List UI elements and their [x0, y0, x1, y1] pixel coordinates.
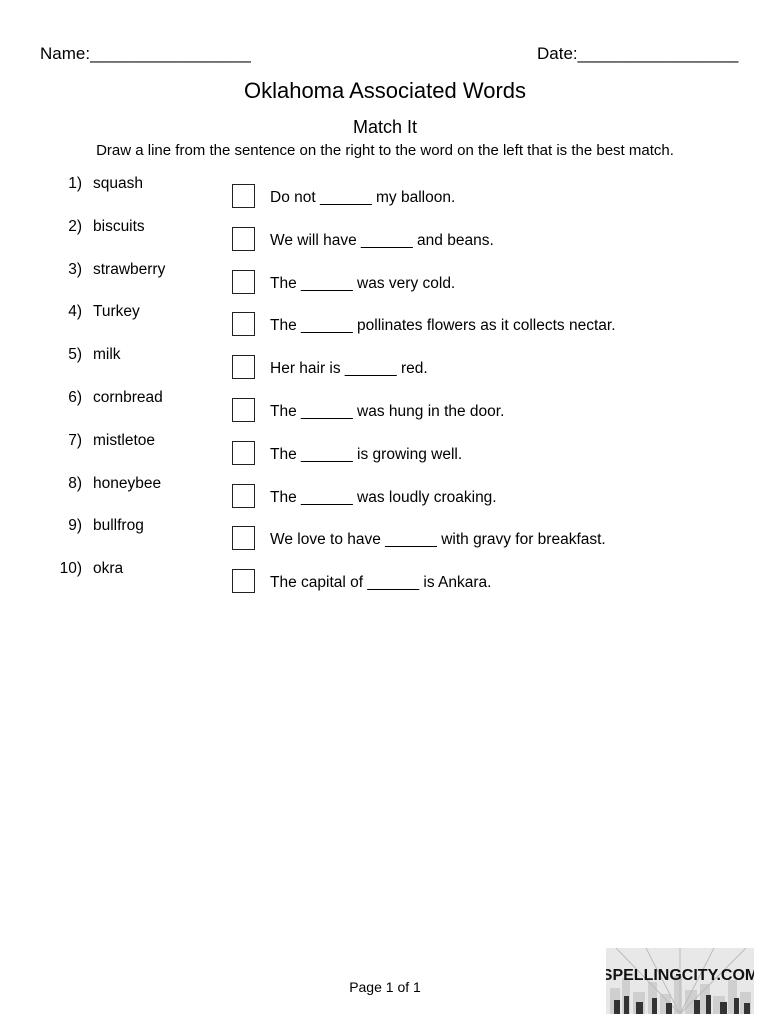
date-field-label: Date:_________________ — [537, 44, 739, 63]
sentence-text: Do not ______ my balloon. — [270, 189, 456, 206]
word-item — [0, 346, 121, 364]
word-label: honeybee — [93, 474, 162, 492]
word-label: cornbread — [93, 389, 163, 406]
answer-box[interactable] — [232, 484, 255, 508]
word-label: squash — [93, 175, 143, 192]
word-number: 9) — [68, 517, 82, 535]
word-label: strawberry — [93, 260, 166, 278]
word-number: 3) — [68, 260, 82, 278]
sentence-text: We love to have ______ with gravy for breakfast. — [270, 531, 606, 549]
answer-box[interactable] — [232, 227, 255, 251]
word-label: okra — [93, 560, 124, 578]
word-item — [0, 303, 140, 321]
sentence-text: We will have ______ and beans. — [270, 231, 494, 249]
sentence-text: The capital of ______ is Ankara. — [270, 574, 492, 592]
worksheet-subtitle: Match It — [352, 117, 418, 137]
word-number: 8) — [68, 474, 82, 492]
word-item — [0, 560, 123, 578]
answer-box[interactable] — [232, 355, 255, 379]
answer-box[interactable] — [232, 398, 255, 422]
word-number: 1) — [68, 175, 82, 192]
word-item — [0, 517, 144, 535]
word-item — [0, 389, 163, 407]
word-number: 6) — [68, 389, 82, 406]
worksheet-title: Oklahoma Associated Words — [243, 78, 527, 103]
word-number: 10) — [59, 560, 82, 578]
page-number: Page 1 of 1 — [349, 979, 421, 995]
word-item — [0, 432, 155, 450]
word-item — [0, 175, 143, 193]
word-item — [0, 261, 165, 279]
word-item — [0, 475, 161, 493]
name-field-label: Name:_________________ — [40, 44, 251, 63]
word-number: 7) — [68, 431, 82, 449]
word-label: Turkey — [93, 303, 140, 321]
answer-box[interactable] — [232, 526, 255, 550]
sentence-text: The ______ was loudly croaking. — [270, 488, 497, 506]
answer-box[interactable] — [232, 184, 255, 208]
sentence-text: The ______ pollinates flowers as it collects nectar. — [270, 317, 616, 335]
logo-text: SPELLINGCITY.COM — [606, 967, 754, 984]
spellingcity-logo — [606, 948, 754, 1014]
word-label: bullfrog — [93, 517, 144, 535]
word-label: milk — [93, 346, 121, 364]
word-number: 4) — [68, 303, 82, 321]
sentence-text: The ______ was very cold. — [270, 274, 456, 292]
word-item — [0, 218, 145, 236]
word-label: biscuits — [93, 217, 145, 235]
sentence-text: The ______ is growing well. — [270, 445, 463, 463]
answer-box[interactable] — [232, 270, 255, 294]
sentence-text: The ______ was hung in the door. — [270, 403, 505, 420]
word-label: mistletoe — [93, 431, 156, 449]
word-number: 5) — [68, 346, 82, 364]
answer-box[interactable] — [232, 312, 255, 336]
answer-box[interactable] — [232, 569, 255, 593]
answer-box[interactable] — [232, 441, 255, 465]
word-number: 2) — [68, 217, 82, 235]
instructions: Draw a line from the sentence on the right to the word on the left that is the best match. — [96, 142, 674, 159]
sentence-text: Her hair is ______ red. — [270, 360, 428, 378]
